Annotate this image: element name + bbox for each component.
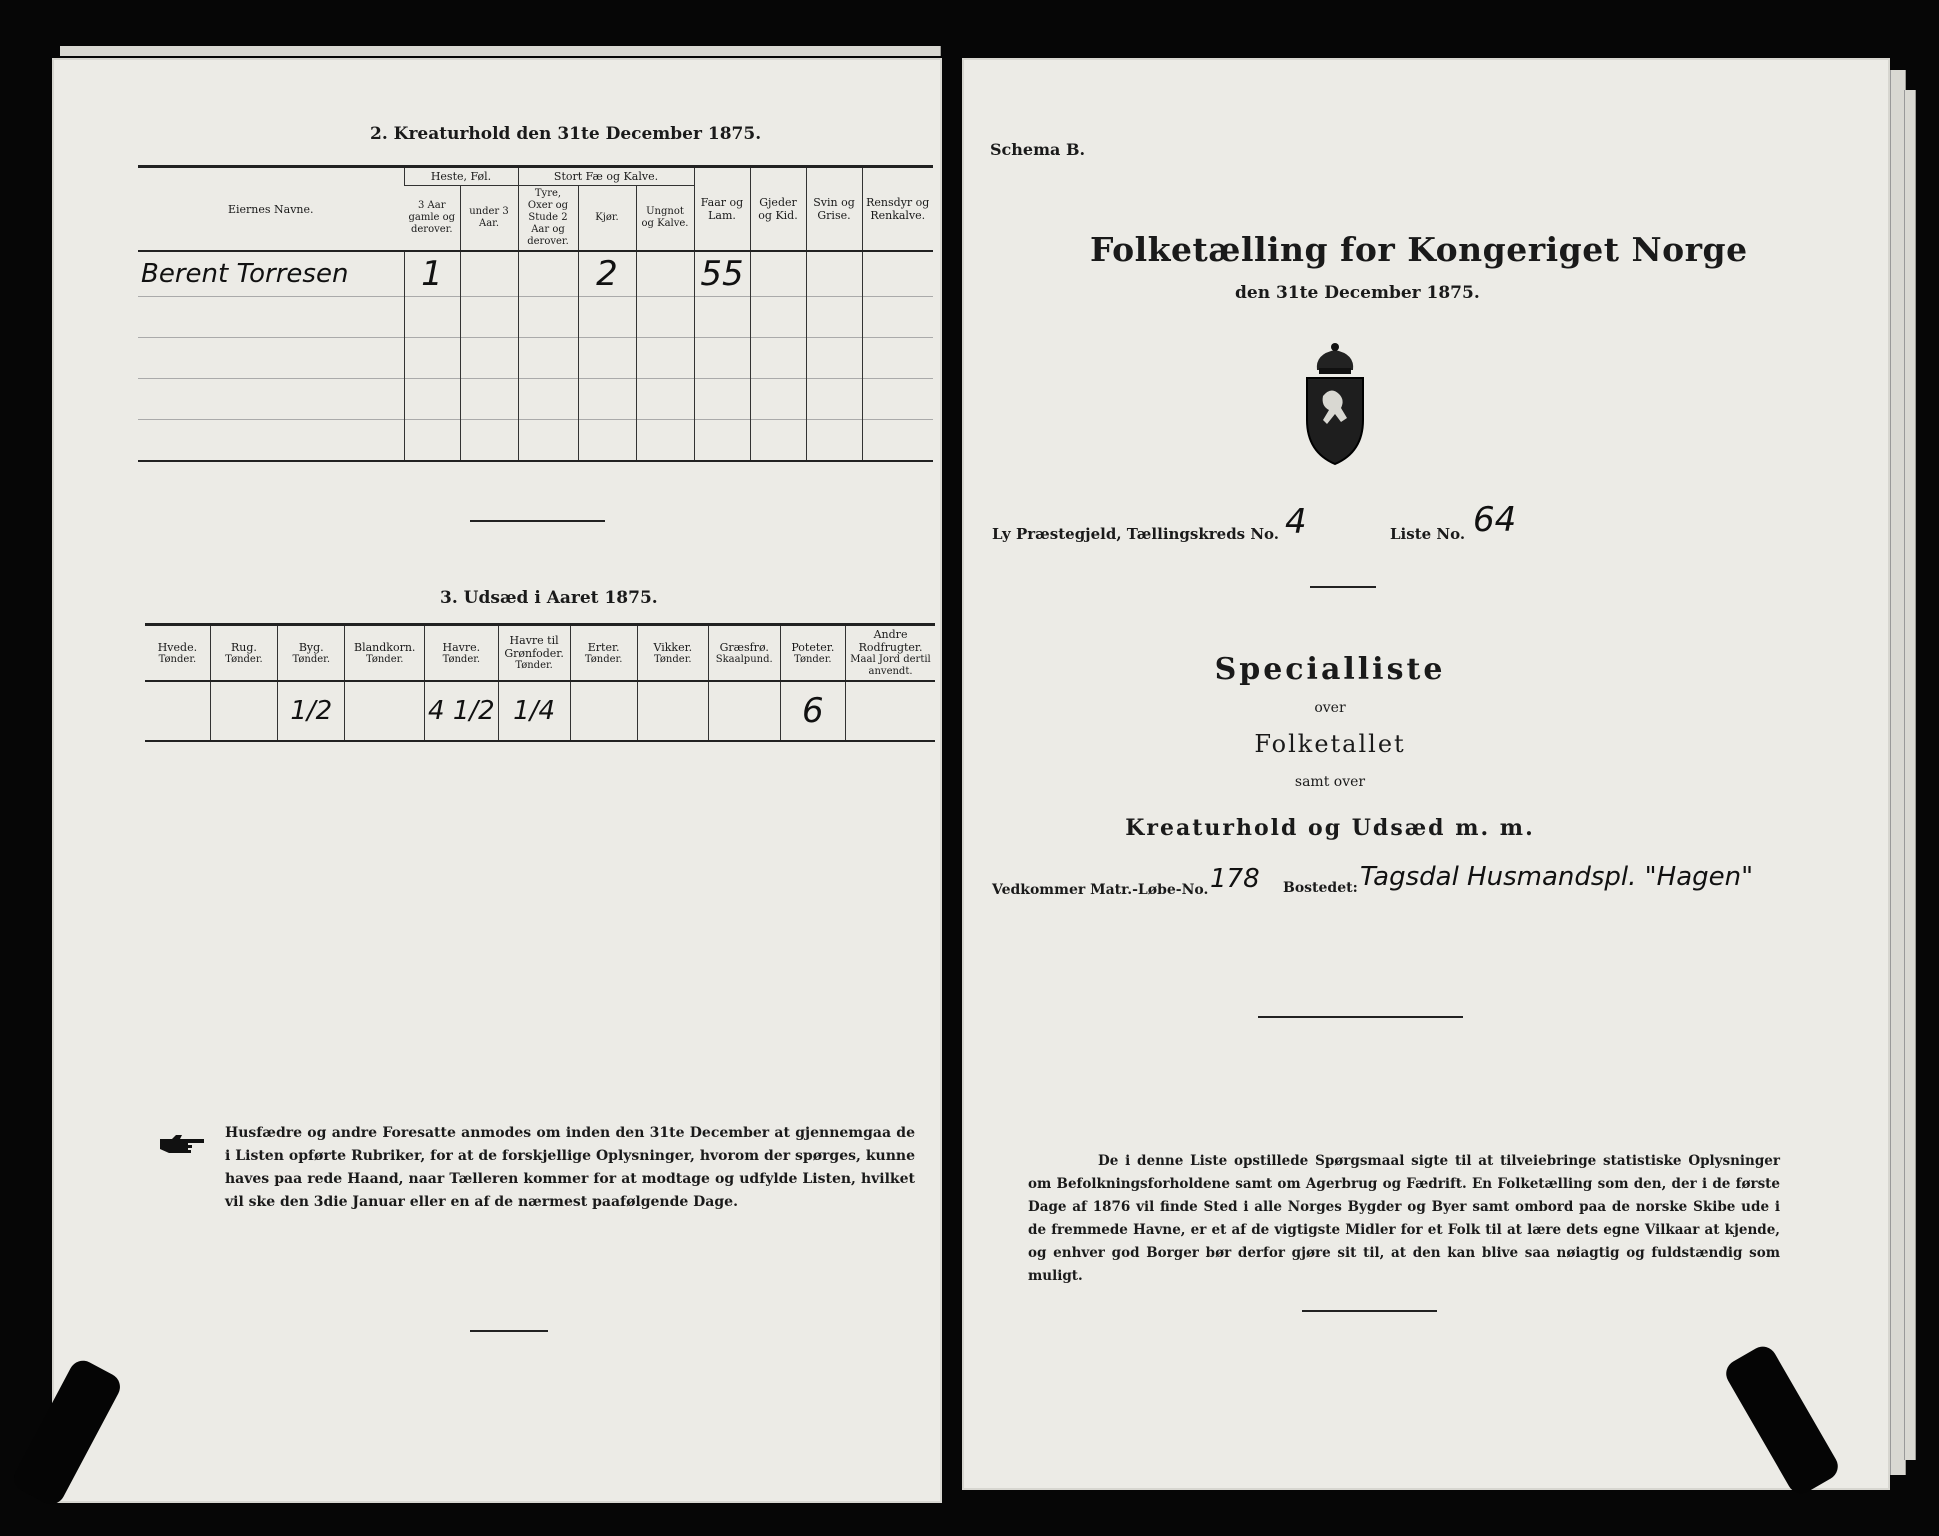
parish-name: Ly xyxy=(992,525,1011,543)
coat-of-arms-icon xyxy=(1295,340,1375,468)
table-row xyxy=(138,379,933,420)
owner-name-header: Eiernes Navne. xyxy=(138,167,404,252)
horses-young-header: under 3 Aar. xyxy=(460,186,518,252)
horses-old-header: 3 Aar gamle og derover. xyxy=(408,200,456,235)
seed-table xyxy=(145,623,935,742)
grass-seed-header: Græsfrø. Skaalpund. xyxy=(708,625,780,682)
list-label: Liste No. xyxy=(1390,525,1466,543)
horses-old-value: 1 xyxy=(421,254,443,294)
rye-header: Rug. Tønder. xyxy=(210,625,277,682)
page-stack-edge xyxy=(60,46,941,56)
bulls-header: Tyre, Oxer og Stude 2 Aar og derover. xyxy=(518,186,578,252)
pointing-hand-icon xyxy=(158,1133,208,1155)
section3-title: 3. Udsæd i Aaret 1875. xyxy=(440,588,658,608)
root-crops-header: Andre Rodfrugter. Maal Jord dertil anvendt. xyxy=(846,625,935,682)
green-fodder-value: 1/4 xyxy=(513,696,556,726)
green-fodder-header: Havre til Grønfoder. Tønder. xyxy=(498,625,570,682)
oats-header: Havre. Tønder. xyxy=(425,625,499,682)
census-title: Folketælling for Kongeriget Norge xyxy=(1090,230,1748,269)
livestock-table xyxy=(138,165,933,462)
cows-header: Kjør. xyxy=(578,186,636,252)
also-over-text: samt over xyxy=(1294,774,1366,790)
cadastre-label: Vedkommer Matr.-Løbe-No. xyxy=(992,882,1209,898)
table-row xyxy=(138,338,933,379)
district-label: Tællingskreds No. xyxy=(1126,525,1280,543)
divider xyxy=(1302,1310,1437,1312)
oats-value: 4 1/2 xyxy=(428,696,495,726)
pigs-header: Svin og Grise. xyxy=(806,167,862,252)
divider xyxy=(1258,1016,1463,1018)
vetch-header: Vikker. Tønder. xyxy=(637,625,708,682)
livestock-seed-title: Kreaturhold og Udsæd m. m. xyxy=(1125,815,1535,841)
owner-name: Berent Torresen xyxy=(141,259,349,289)
table-row xyxy=(138,297,933,338)
notice-paragraph: Husfædre og andre Foresatte anmodes om inden den 31te December at gjennemgaa de i Listen opførte Rubriker, for at de forskjellige Oplysninger, hvorom der spørges, kunne haves paa rede Haand, naar Tælleren kommer for at modtage og udfylde Listen, hvilket vil ske den 3die Januar eller en af de nærmest paafølgende Dage. xyxy=(225,1125,915,1210)
calves-header: Ungnot og Kalve. xyxy=(636,186,694,252)
intro-paragraph: De i denne Liste opstillede Spørgsmaal sigte til at tilveiebringe statistiske Oplysninger om Befolkningsforholdene samt om Agerbrug og Fædrift. En Folketælling som den, der i de første Dage af 1876 vil finde Sted i alle Norges Bygder og Byer samt ombord paa de norske Skibe ude i de fremmede Havne, er et af de vigtigste Midler for et Folk til at lære dets egne Vilkaar at kjende, og enhver god Borger bør derfor gjøre sit til, at den kan blive saa nøiagtig og fuldstændig som muligt. xyxy=(1028,1153,1780,1284)
potatoes-value: 6 xyxy=(802,691,824,731)
peas-header: Erter. Tønder. xyxy=(570,625,637,682)
barley-header: Byg. Tønder. xyxy=(278,625,345,682)
divider xyxy=(470,1330,548,1332)
schema-label: Schema B. xyxy=(990,140,1086,159)
page-stack-edge xyxy=(1904,90,1916,1460)
cows-value: 2 xyxy=(596,254,618,294)
population-title: Folketallet xyxy=(1254,730,1406,758)
over-text: over xyxy=(1314,700,1346,716)
divider xyxy=(470,520,605,522)
divider xyxy=(1310,586,1376,588)
cattle-header: Stort Fæ og Kalve. xyxy=(518,167,694,186)
potatoes-header: Poteter. Tønder. xyxy=(780,625,845,682)
residence-value: Tagsdal Husmandspl. "Hagen" xyxy=(1360,862,1754,892)
sheep-header: Faar og Lam. xyxy=(694,167,750,252)
cadastre-number: 178 xyxy=(1210,864,1260,894)
goats-header: Gjeder og Kid. xyxy=(750,167,806,252)
barley-value: 1/2 xyxy=(290,696,333,726)
reindeer-header: Rensdyr og Renkalve. xyxy=(862,167,933,252)
horses-header: Heste, Føl. xyxy=(404,167,518,186)
sheep-value: 55 xyxy=(700,254,744,294)
residence-label: Bostedet: xyxy=(1283,880,1358,896)
special-list-title: Specialliste xyxy=(1214,652,1446,687)
parish-label: Præstegjeld, xyxy=(1015,525,1122,543)
mixed-grain-header: Blandkorn. Tønder. xyxy=(345,625,425,682)
wheat-header: Hvede. Tønder. xyxy=(145,625,210,682)
table-row xyxy=(138,420,933,462)
district-number: 4 xyxy=(1285,502,1307,542)
section2-title: 2. Kreaturhold den 31te December 1875. xyxy=(370,124,762,144)
census-date: den 31te December 1875. xyxy=(1235,283,1480,303)
list-number: 64 xyxy=(1473,500,1517,540)
